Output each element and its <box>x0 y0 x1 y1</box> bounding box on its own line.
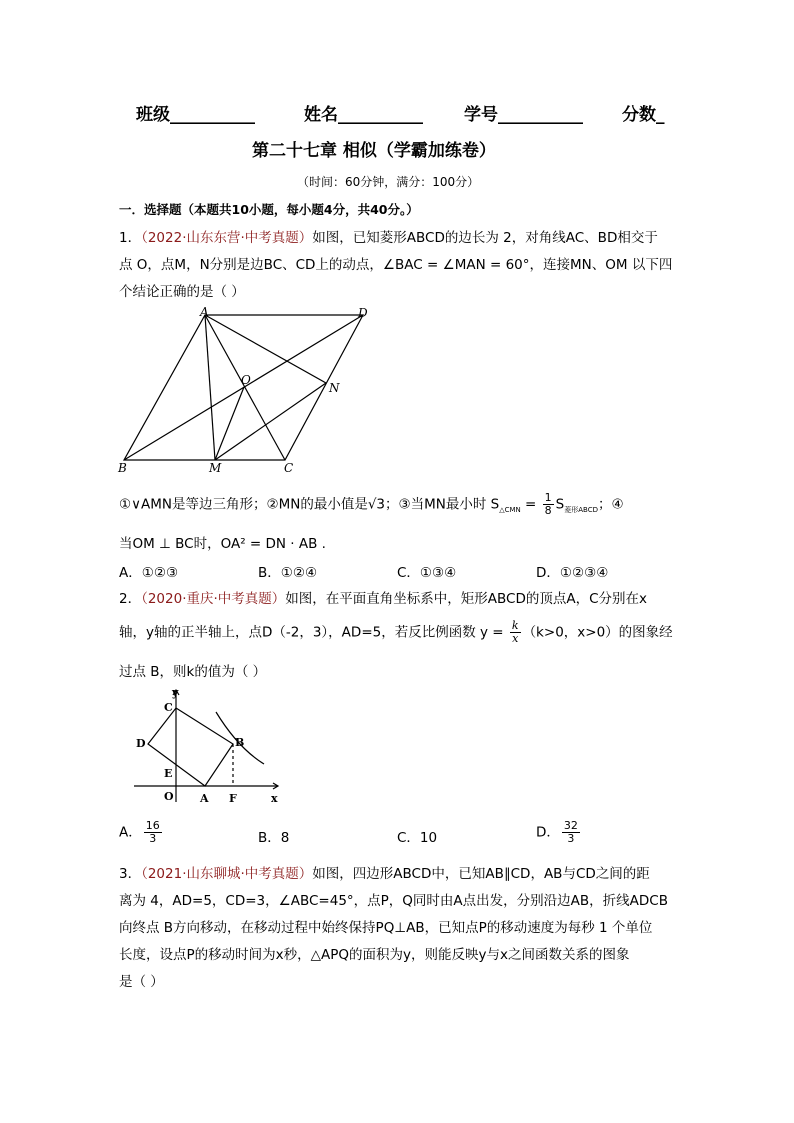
q1-frac-num: 1 <box>544 491 552 504</box>
q1-label-B: B <box>118 461 127 475</box>
student-id-field-label: 学号__________ <box>464 105 583 125</box>
q2-label-E: E <box>164 767 173 780</box>
section-heading: 一．选择题（本题共10小题，每小题4分，共40分。） <box>119 202 419 217</box>
q2-option-a-num: 16 <box>145 819 160 832</box>
q1-label-O: O <box>241 373 251 387</box>
q3-line2: 离为 4，AD=5，CD=3，∠ABC=45°，点P，Q同时由A点出发，分别沿边AB，折线ADCB <box>119 893 668 909</box>
score-field-label: 分数_ <box>622 105 665 125</box>
q1-statement-4: 当OM ⊥ BC时，OA² = DN · AB . <box>119 536 326 552</box>
name-field-label: 姓名__________ <box>304 105 423 125</box>
q2-label-C: C <box>164 701 173 714</box>
q1-stmt-eq: = <box>520 496 541 513</box>
q2-label-A: A <box>200 792 209 805</box>
q2-frac-num: k <box>511 619 519 632</box>
q2-option-a-fraction <box>144 820 162 845</box>
q2-line2 <box>119 620 673 645</box>
q2-option-d[interactable] <box>536 820 582 845</box>
q1-line1 <box>119 226 658 246</box>
q1-option-d[interactable]: D．①②③④ <box>536 565 609 581</box>
q2-option-b[interactable]: B．8 <box>258 830 290 846</box>
class-field-label: 班级__________ <box>136 105 255 125</box>
q2-function-fraction <box>510 620 521 645</box>
q1-stmt-a: ①∨AMN是等边三角形；②MN的最小值是√3；③当MN最小时 S <box>119 496 500 513</box>
q1-rhombus-figure <box>110 305 380 475</box>
q2-line3: 过点 B，则k的值为（ ） <box>119 664 267 680</box>
q1-text-1: 如图，已知菱形ABCD的边长为 2，对角线AC、BD相交于 <box>312 230 658 246</box>
q2-frac-den: x <box>512 632 519 645</box>
q3-line5: 是（ ） <box>119 974 164 990</box>
q1-option-b[interactable]: B．①②④ <box>258 565 318 581</box>
q2-text-1: 如图，在平面直角坐标系中，矩形ABCD的顶点A，C分别在x <box>285 591 648 607</box>
q2-source: （2020·重庆·中考真题） <box>141 591 286 607</box>
q1-number: 1． <box>119 230 142 246</box>
q2-option-a-den: 3 <box>149 832 157 845</box>
q1-stmt-end: ；④ <box>598 496 624 513</box>
q1-option-c[interactable]: C．①③④ <box>397 565 457 581</box>
q3-line1 <box>119 862 650 882</box>
q1-frac-den: 8 <box>544 504 552 517</box>
q2-option-d-num: 32 <box>563 819 578 832</box>
q1-statements <box>119 492 624 517</box>
q2-option-d-label: D． <box>536 824 560 841</box>
q1-label-C: C <box>284 461 294 475</box>
q1-label-M: M <box>209 461 222 475</box>
q2-text-2b: （k>0，x>0）的图象经 <box>522 624 673 641</box>
page-title: 第二十七章 相似（学霸加练卷） <box>252 141 496 161</box>
q2-label-y: y <box>172 686 179 699</box>
q1-label-D: D <box>358 306 368 320</box>
q1-stmt-s-sub: 菱形ABCD <box>564 506 598 515</box>
q3-source: （2021·山东聊城·中考真题） <box>141 866 313 882</box>
q3-number: 3． <box>119 866 142 882</box>
q3-text-1: 如图，四边形ABCD中，已知AB∥CD，AB与CD之间的距 <box>312 866 650 882</box>
q1-fraction <box>543 492 554 517</box>
q2-option-d-den: 3 <box>567 832 575 845</box>
q2-line1 <box>119 587 647 607</box>
exam-time-info: （时间：60分钟，满分：100分） <box>297 175 480 189</box>
q3-line4: 长度，设点P的移动时间为x秒，△APQ的面积为y，则能反映y与x之间函数关系的图象 <box>119 947 630 963</box>
q1-stmt-s: S <box>555 496 565 513</box>
q2-option-a-label: A． <box>119 824 142 841</box>
q2-number: 2． <box>119 591 142 607</box>
q1-stmt-a-sub: △CMN <box>499 506 521 515</box>
q1-option-a[interactable]: A．①②③ <box>119 565 179 581</box>
q2-label-F: F <box>229 792 237 805</box>
q2-coordinate-figure <box>128 684 288 809</box>
q1-label-A: A <box>200 305 209 319</box>
q2-label-O: O <box>164 790 174 803</box>
q1-label-N: N <box>329 381 340 395</box>
q2-label-x: x <box>271 792 278 805</box>
q3-line3: 向终点 B方向移动，在移动过程中始终保持PQ⊥AB，已知点P的移动速度为每秒 1 个单位 <box>119 920 653 936</box>
q2-text-2a: 轴，y轴的正半轴上，点D（-2，3），AD=5，若反比例函数 y = <box>119 624 508 641</box>
q2-option-d-fraction <box>562 820 580 845</box>
q2-option-a[interactable] <box>119 820 164 845</box>
q1-line3: 个结论正确的是（ ） <box>119 284 245 300</box>
q1-source: （2022·山东东营·中考真题） <box>141 230 313 246</box>
q2-label-B: B <box>235 736 245 749</box>
q2-label-D: D <box>136 737 146 750</box>
q2-option-c[interactable]: C．10 <box>397 830 438 846</box>
q1-line2: 点 O，点M，N分别是边BC、CD上的动点，∠BAC = ∠MAN = 60°，连接MN、OM 以下四 <box>119 257 673 273</box>
